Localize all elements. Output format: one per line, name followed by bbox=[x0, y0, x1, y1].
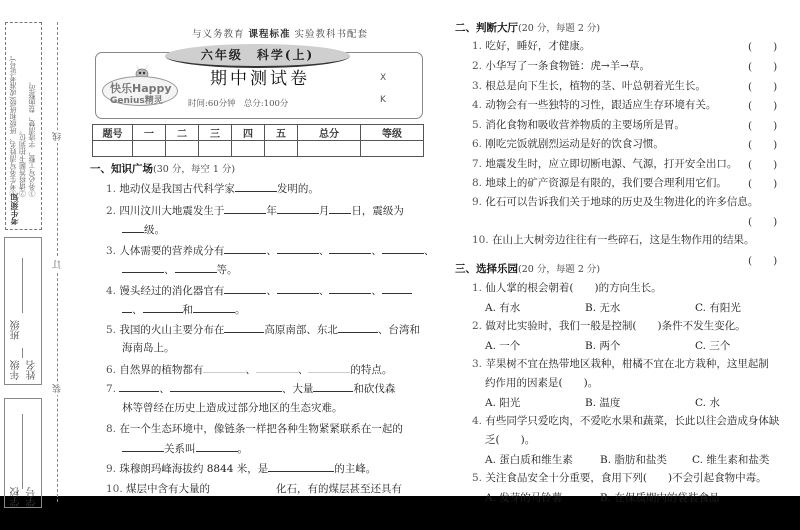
s1-question-5-cont: 海南岛上。 bbox=[122, 342, 175, 354]
student-info-box-2 bbox=[4, 398, 42, 508]
school-field-line[interactable] bbox=[22, 414, 23, 489]
answer-paren[interactable]: ( ) bbox=[748, 120, 778, 132]
logo-text-2: Genius精灵 bbox=[110, 96, 163, 106]
option-c[interactable]: C. 维生素和盐类 bbox=[692, 454, 770, 466]
s1-question-4: 4. 馒头经过的消化器官有 、 、 、 bbox=[106, 283, 412, 298]
option-c[interactable]: C. 有阳光 bbox=[695, 302, 741, 314]
instruction-1: ①考生务写清姓名、班级和班级(或准考证号)。 bbox=[9, 51, 17, 197]
s1-question-7: 7. 、 、大量 和砍伐森 bbox=[106, 383, 396, 395]
answer-blank[interactable] bbox=[256, 362, 298, 373]
answer-blank[interactable] bbox=[210, 481, 276, 492]
answer-blank[interactable] bbox=[224, 283, 266, 294]
s2-question-6: 6. 刚吃完饭就剧烈运动是好的饮食习惯。 bbox=[472, 138, 664, 150]
option-b[interactable]: B. 无水 bbox=[585, 302, 621, 314]
instruction-2: ②请将答题卡拍到位。 bbox=[18, 127, 27, 197]
answer-paren[interactable]: ( ) bbox=[748, 178, 778, 190]
answer-paren[interactable]: ( ) bbox=[748, 139, 778, 151]
instructions-title: 考生须知 bbox=[10, 193, 19, 225]
student-info-box bbox=[4, 237, 42, 385]
answer-blank[interactable] bbox=[313, 381, 353, 392]
option-a[interactable]: A. 蛋白质和维生素 bbox=[485, 454, 573, 466]
answer-blank[interactable] bbox=[170, 381, 282, 392]
s3-question-3: 3. 苹果树不宜在热带地区栽种，柑橘不宜在北方栽种，这里起制 bbox=[472, 358, 769, 370]
answer-paren[interactable]: ( ) bbox=[748, 159, 778, 171]
instruction-3: ③务必写工整，字迹清楚，卷面整洁。 bbox=[28, 78, 36, 197]
score-cell[interactable] bbox=[133, 141, 166, 157]
s3-question-3-cont: 约作用的因素是( )。 bbox=[485, 377, 599, 389]
option-b[interactable]: B. 脂肪和盐类 bbox=[600, 454, 667, 466]
answer-paren[interactable]: ( ) bbox=[748, 41, 778, 53]
mark-x: X bbox=[380, 73, 387, 83]
mark-k: K bbox=[380, 95, 386, 105]
s2-question-4: 4. 动物会有一些独特的习性，跟适应生存环境有关。 bbox=[472, 99, 717, 111]
candidate-instructions-box bbox=[5, 22, 42, 230]
instructions-text bbox=[9, 27, 39, 197]
option-b[interactable]: B. 两个 bbox=[585, 340, 621, 352]
section-3-title: 三、选择乐园(20 分，每题 2 分) bbox=[455, 263, 601, 275]
answer-blank[interactable] bbox=[329, 283, 371, 294]
score-header-cell: 题号 bbox=[93, 125, 133, 141]
s2-question-3: 3. 根总是向下生长，植物的茎、叶总朝着光生长。 bbox=[472, 80, 706, 92]
answer-paren[interactable]: ( ) bbox=[748, 81, 778, 93]
score-header-cell: 五 bbox=[265, 125, 298, 141]
exam-title: 期中测试卷 bbox=[210, 69, 310, 89]
s1-question-10: 10. 煤层中含有大量的 化石，有的煤层甚至还具有 bbox=[106, 483, 403, 495]
answer-blank[interactable] bbox=[382, 283, 412, 294]
score-header-cell: 三 bbox=[199, 125, 232, 141]
exam-meta bbox=[188, 97, 348, 109]
option-a[interactable]: A. 阳光 bbox=[485, 397, 521, 409]
s2-question-9: 9. 化石可以告诉我们关于地球的历史及生物进化的许多信息。 bbox=[472, 196, 759, 208]
answer-blank[interactable] bbox=[224, 322, 264, 333]
answer-blank[interactable] bbox=[277, 243, 319, 254]
s1-question-5: 5. 我国的火山主要分布在 高原南部、东北 、台湾和 bbox=[106, 324, 420, 336]
answer-blank[interactable] bbox=[122, 262, 164, 273]
s2-question-5: 5. 消化食物和吸收营养物质的主要场所是胃。 bbox=[472, 119, 685, 131]
time-label: 时间:60分钟 bbox=[188, 99, 236, 109]
option-a[interactable]: A. 发芽的马铃薯 bbox=[485, 492, 563, 504]
option-a[interactable]: A. 有水 bbox=[485, 302, 521, 314]
answer-blank[interactable] bbox=[119, 381, 159, 392]
answer-blank[interactable] bbox=[224, 203, 266, 214]
answer-paren[interactable]: ( ) bbox=[748, 61, 778, 73]
score-header-cell: 二 bbox=[166, 125, 199, 141]
score-cell[interactable] bbox=[166, 141, 199, 157]
score-header-cell: 总分 bbox=[298, 125, 361, 141]
s2-question-10: 10. 在山上大树旁边往往有一些碎石，这是生物作用的结果。 bbox=[472, 234, 755, 246]
score-table-value-row bbox=[93, 141, 424, 157]
score-cell[interactable] bbox=[265, 141, 298, 157]
name-field-label: 姓名 bbox=[27, 360, 38, 380]
s1-question-8-cont: 关系叫 。 bbox=[122, 441, 248, 456]
school-field-label: 学校 bbox=[11, 487, 22, 507]
s3-question-4: 4. 有些同学只爱吃肉，不爱吃水果和蔬菜，长此以往会造成身体缺 bbox=[472, 415, 780, 427]
grade-field-line[interactable] bbox=[22, 348, 23, 358]
answer-blank[interactable] bbox=[329, 243, 371, 254]
score-cell[interactable] bbox=[199, 141, 232, 157]
answer-blank[interactable] bbox=[329, 203, 351, 214]
answer-paren[interactable]: ( ) bbox=[748, 100, 778, 112]
s3-question-2: 2. 做对比实验时，我们一般是控制( )条件不发生变化。 bbox=[472, 320, 746, 332]
cut-mark-order: 订 bbox=[53, 260, 63, 269]
series-title: 与义务教育 课程标准 实验教科书配套 bbox=[191, 29, 369, 40]
s1-question-3-cont: 、 等。 bbox=[122, 262, 238, 277]
s1-question-7-cont: 林等曾经在历史上造成过部分地区的生态灾难。 bbox=[122, 402, 343, 414]
option-b[interactable]: B. 在保质期内的袋装食品 bbox=[600, 492, 720, 504]
answer-blank[interactable] bbox=[175, 262, 217, 273]
number-field-label: 学号 bbox=[27, 487, 38, 507]
answer-blank[interactable] bbox=[143, 302, 183, 313]
answer-blank[interactable] bbox=[203, 362, 245, 373]
logo bbox=[102, 62, 180, 110]
option-b[interactable]: B. 温度 bbox=[585, 397, 621, 409]
s1-question-4-cont: 、 和 。 bbox=[122, 302, 246, 317]
answer-blank[interactable] bbox=[196, 441, 238, 452]
grade-field-label: 年级 bbox=[11, 360, 22, 380]
score-header-cell: 等级 bbox=[361, 125, 424, 141]
score-header-cell: 一 bbox=[133, 125, 166, 141]
answer-blank[interactable] bbox=[308, 362, 350, 373]
option-c[interactable]: C. 三个 bbox=[695, 340, 731, 352]
option-c[interactable]: C. 水 bbox=[695, 397, 720, 409]
s1-question-2-cont: 级。 bbox=[122, 222, 165, 237]
answer-blank[interactable] bbox=[338, 322, 378, 333]
score-cell[interactable] bbox=[361, 141, 424, 157]
s2-question-2: 2. 小华写了一条食物链：虎→羊→草。 bbox=[472, 60, 650, 72]
s3-question-5: 5. 关注食品安全十分重要，食用下列( )不会引起食物中毒。 bbox=[472, 472, 767, 484]
answer-blank[interactable] bbox=[122, 222, 144, 233]
s1-question-8: 8. 在一个生态环境中，像链条一样把各种生物紧紧联系在一起的 bbox=[106, 423, 403, 435]
answer-blank[interactable] bbox=[382, 243, 424, 254]
answer-paren[interactable]: ( ) bbox=[748, 255, 778, 267]
section-2-title: 二、判断大厅(20 分，每题 2 分) bbox=[455, 22, 601, 34]
s1-question-9: 9. 珠穆朗玛峰海拔约 8844 米，是 的主峰。 bbox=[106, 463, 377, 475]
s2-question-1: 1. 吃好，睡好，才健康。 bbox=[472, 40, 591, 52]
section-1-title: 一、知识广场(30 分，每空 1 分) bbox=[90, 163, 236, 175]
score-table-header-row bbox=[93, 125, 424, 141]
answer-paren[interactable]: ( ) bbox=[748, 216, 778, 228]
score-table bbox=[92, 124, 424, 157]
class-field-line[interactable] bbox=[22, 258, 23, 313]
total-score-label: 总分:100分 bbox=[243, 99, 289, 109]
answer-blank[interactable] bbox=[277, 283, 319, 294]
s2-question-7: 7. 地震发生时，应立即切断电源、气源，打开安全出口。 bbox=[472, 158, 738, 170]
s1-question-3: 3. 人体需要的营养成分有 、 、 、 、 bbox=[106, 245, 435, 257]
score-cell[interactable] bbox=[298, 141, 361, 157]
class-field-label: 班级 bbox=[11, 320, 22, 340]
score-cell[interactable] bbox=[93, 141, 133, 157]
answer-blank[interactable] bbox=[268, 461, 334, 472]
cut-mark-bind: 装 bbox=[53, 384, 63, 393]
score-header-cell: 四 bbox=[232, 125, 265, 141]
logo-text-1: 快乐Happy bbox=[110, 82, 172, 95]
s1-question-1: 1. 地动仪是我国古代科学家 发明的。 bbox=[106, 183, 319, 195]
s3-question-1: 1. 仙人掌的根会朝着( )的方向生长。 bbox=[472, 282, 662, 294]
s1-question-6: 6. 自然界的植物都有 、 、 的特点。 bbox=[106, 364, 393, 376]
s2-question-8: 8. 地球上的矿产资源是有限的，我们要合理利用它们。 bbox=[472, 177, 727, 189]
s3-question-4-cont: 乏( )。 bbox=[485, 434, 536, 446]
answer-blank[interactable] bbox=[224, 243, 266, 254]
grade-subject-banner: 六年级 科学(上) bbox=[165, 44, 350, 68]
answer-blank[interactable] bbox=[193, 302, 235, 313]
answer-blank[interactable] bbox=[277, 203, 319, 214]
s1-question-2: 2. 四川汶川大地震发生于 年 月 日，震级为 bbox=[106, 205, 404, 217]
option-a[interactable]: A. 一个 bbox=[485, 340, 521, 352]
cut-mark-line: 线 bbox=[53, 132, 63, 141]
answer-blank[interactable] bbox=[235, 181, 277, 192]
answer-blank[interactable] bbox=[122, 441, 164, 452]
score-cell[interactable] bbox=[232, 141, 265, 157]
answer-blank[interactable] bbox=[122, 302, 132, 313]
